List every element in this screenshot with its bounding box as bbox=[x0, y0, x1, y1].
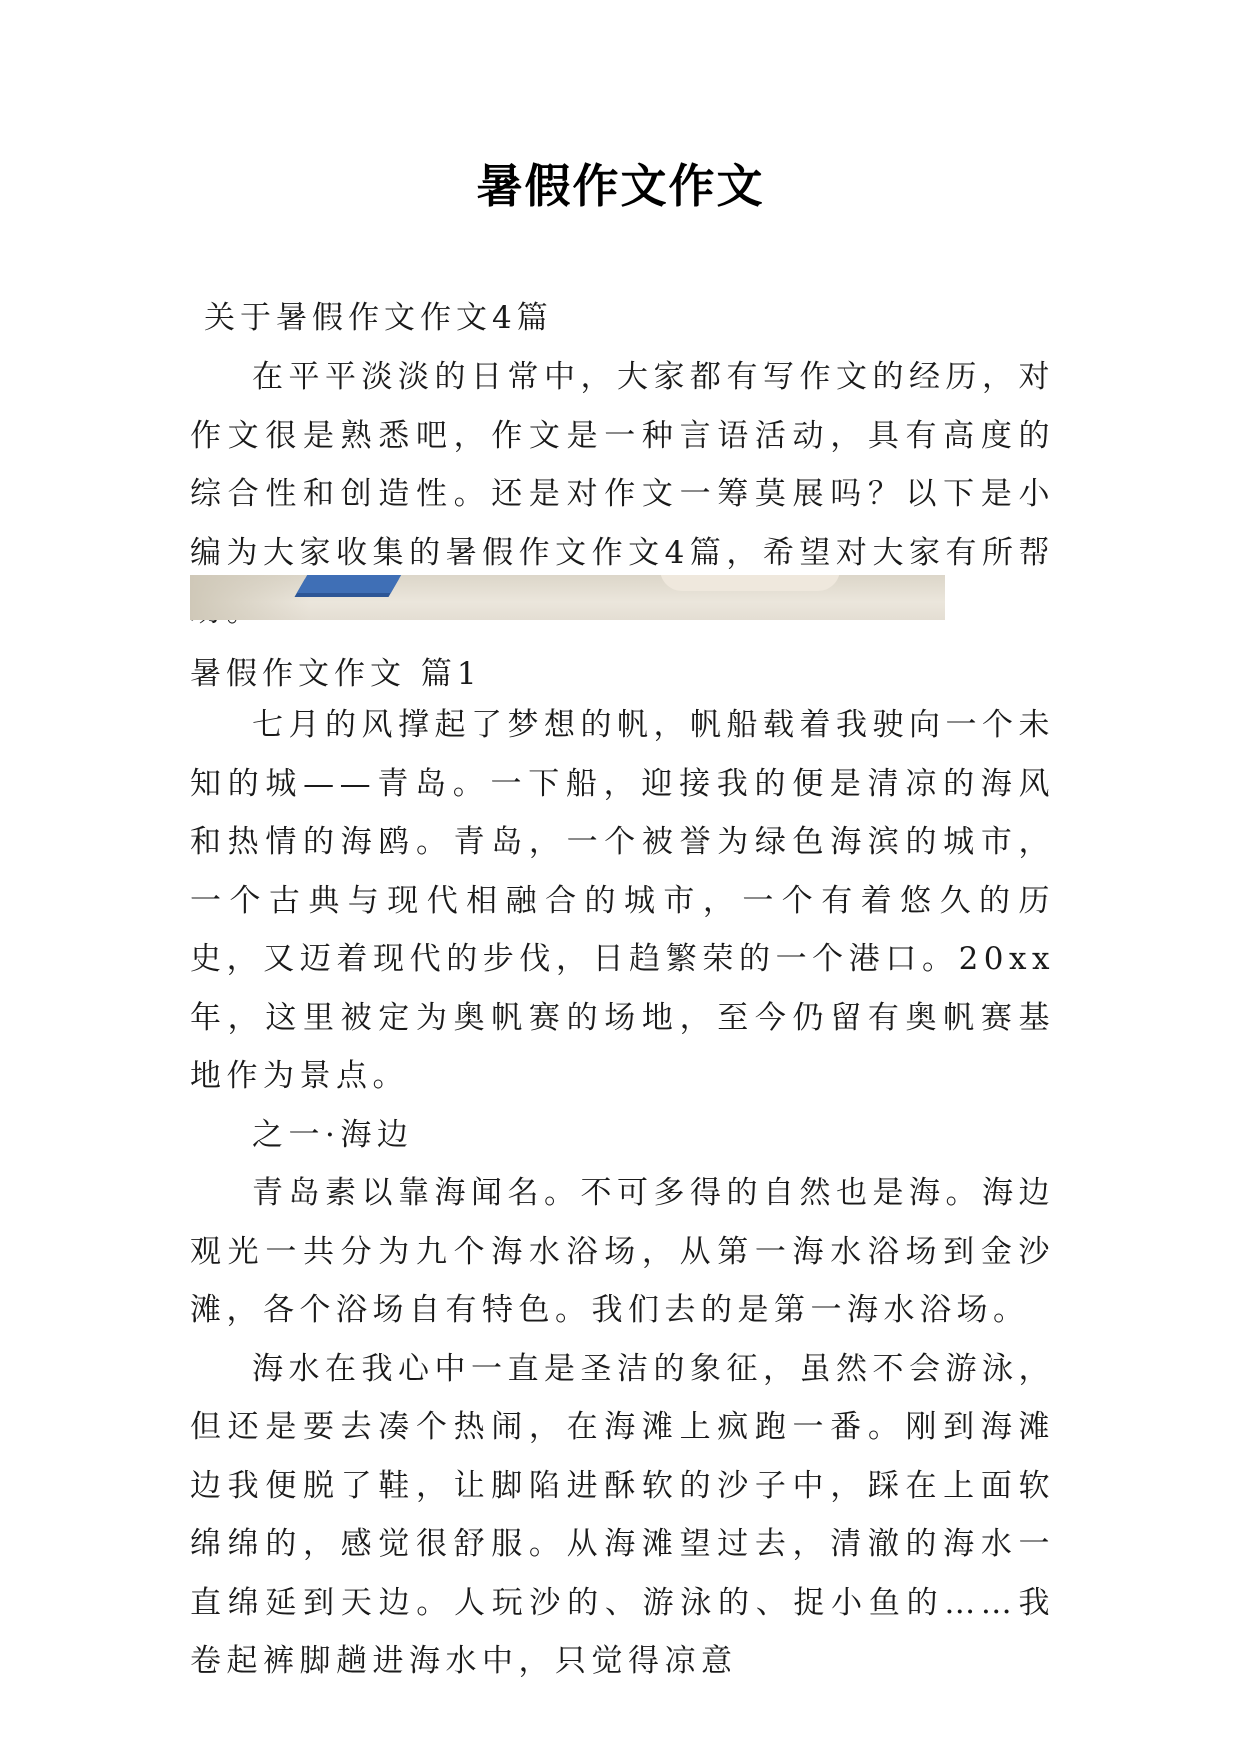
cropped-photo bbox=[190, 575, 945, 620]
document-title: 暑假作文作文 bbox=[476, 159, 765, 213]
document-subtitle: 关于暑假作文作文4篇 bbox=[204, 300, 553, 336]
section-heading: 暑假作文作文 篇1 bbox=[190, 656, 482, 692]
main-text-block bbox=[190, 696, 1055, 1691]
subheading-paragraph: 之一·海边 bbox=[252, 1116, 414, 1153]
paragraph: 青岛素以靠海闻名。不可多得的自然也是海。海边观光一共分为九个海水浴场，从第一海水浴场到金沙滩，各个浴场自有特色。我们去的是第一海水浴场。 bbox=[190, 1175, 1055, 1328]
photo-shade bbox=[190, 575, 310, 620]
intro-paragraph: 在平平淡淡的日常中，大家都有写作文的经历，对作文很是熟悉吧，作文是一种言语活动，具有高度的综合性和创造性。还是对作文一筹莫展吗？以下是小编为大家收集的暑假作文作文4篇，希望对大家有所帮 bbox=[190, 359, 1055, 571]
paragraph: 海水在我心中一直是圣洁的象征，虽然不会游泳，但还是要去凑个热闹，在海滩上疯跑一番。刚到海滩边我便脱了鞋，让脚陷进酥软的沙子中，踩在上面软绵绵的，感觉很舒服。从海滩望过去，清澈的海水一直绵延到天边。人玩沙的、游泳的、捉小鱼的……我卷起裤脚趟进海水中，只觉得凉意 bbox=[190, 1350, 1055, 1679]
photo-light-area bbox=[660, 575, 840, 591]
paragraph: 七月的风撑起了梦想的帆，帆船载着我驶向一个未知的城——青岛。一下船，迎接我的便是清凉的海风和热情的海鸥。青岛，一个被誉为绿色海滨的城市，一个古典与现代相融合的城市，一个有着悠久的历史，又迈着现代的步伐，日趋繁荣的一个港口。20xx年，这里被定为奥帆赛的场地，至今仍留有奥帆赛基地作为景点。 bbox=[190, 707, 1055, 1094]
photo-blue-object bbox=[297, 575, 401, 593]
